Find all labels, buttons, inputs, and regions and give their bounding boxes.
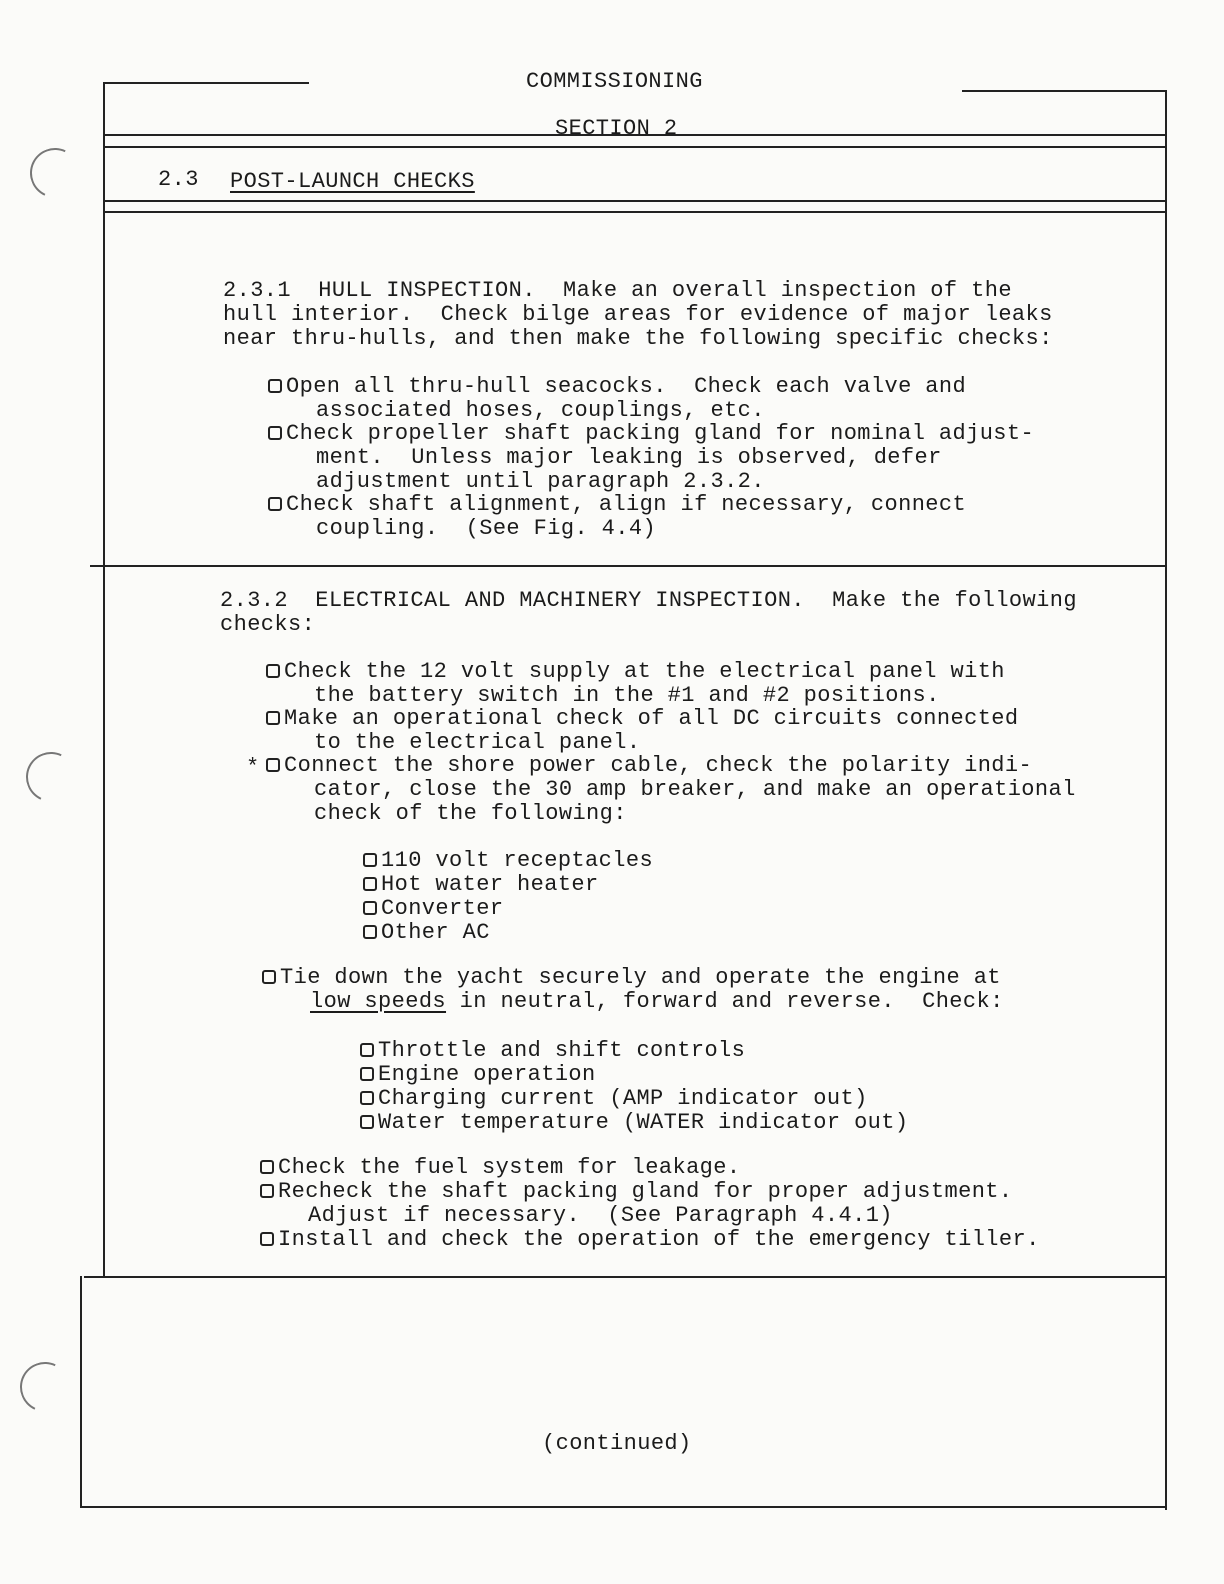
punch-hole-top xyxy=(23,141,87,205)
checkbox-icon[interactable] xyxy=(360,1115,374,1129)
item-text: Other AC xyxy=(381,920,490,945)
item-text: ment. Unless major leaking is observed, defer xyxy=(316,445,942,470)
final-check-item[interactable] xyxy=(260,1156,740,1180)
item-text: Check the 12 volt supply at the electrical panel with xyxy=(284,659,1005,684)
checkbox-icon[interactable] xyxy=(262,970,276,984)
final-check-item[interactable] xyxy=(260,1180,1013,1228)
checkbox-icon[interactable] xyxy=(360,1067,374,1081)
checkbox-icon[interactable] xyxy=(363,901,377,915)
checkbox-icon[interactable] xyxy=(260,1184,274,1198)
item-text: Engine operation xyxy=(378,1062,596,1087)
checkbox-icon[interactable] xyxy=(363,853,377,867)
asterisk-marker: * xyxy=(246,755,260,780)
item-text: Make an operational check of all DC circuits connected xyxy=(284,706,1019,731)
hull-check-item[interactable] xyxy=(268,422,1034,494)
engine-check[interactable] xyxy=(360,1039,908,1063)
item-text: Recheck the shaft packing gland for proper adjustment. xyxy=(278,1179,1013,1204)
subsection-title: POST-LAUNCH CHECKS xyxy=(230,169,475,194)
electrical-check-item[interactable] xyxy=(266,660,1005,708)
item-text: Adjust if necessary. (See Paragraph 4.4.1) xyxy=(308,1203,893,1228)
underlined-text: low speeds xyxy=(310,989,447,1014)
engine-check[interactable] xyxy=(360,1111,908,1135)
item-text: Check propeller shaft packing gland for nominal adjust- xyxy=(286,421,1035,446)
item-text: Install and check the operation of the emergency tiller. xyxy=(278,1227,1040,1252)
engine-checklist xyxy=(360,1039,908,1135)
punch-hole-bottom xyxy=(13,1355,77,1419)
electrical-check-item[interactable] xyxy=(266,707,1019,755)
ac-item[interactable] xyxy=(363,849,653,873)
checkbox-icon[interactable] xyxy=(260,1160,274,1174)
engine-check[interactable] xyxy=(360,1087,908,1111)
item-text: Water temperature (WATER indicator out) xyxy=(378,1110,909,1135)
engine-check[interactable] xyxy=(360,1063,908,1087)
item-text: coupling. (See Fig. 4.4) xyxy=(316,516,657,541)
item-text: check of the following: xyxy=(314,801,627,826)
hull-intro-line: 2.3.1 HULL INSPECTION. Make an overall inspection of the xyxy=(223,278,1012,303)
item-text: the battery switch in the #1 and #2 positions. xyxy=(314,683,940,708)
item-text: Connect the shore power cable, check the polarity indi- xyxy=(284,753,1033,778)
item-text: Tie down the yacht securely and operate the engine at xyxy=(280,965,1001,990)
checkbox-icon[interactable] xyxy=(260,1232,274,1246)
electrical-inspection-intro xyxy=(220,589,1077,637)
item-text: in neutral, forward and reverse. Check: xyxy=(446,989,1004,1014)
checkbox-icon[interactable] xyxy=(266,758,280,772)
checkbox-icon[interactable] xyxy=(266,711,280,725)
ac-item[interactable] xyxy=(363,921,653,945)
engine-check-item[interactable] xyxy=(262,966,1004,1014)
hull-check-item[interactable] xyxy=(268,375,966,423)
continued-label: (continued) xyxy=(542,1431,692,1456)
hull-inspection-intro xyxy=(223,279,1053,351)
checkbox-icon[interactable] xyxy=(363,877,377,891)
hull-intro-line: near thru-hulls, and then make the following specific checks: xyxy=(223,326,1053,351)
ac-item[interactable] xyxy=(363,873,653,897)
electrical-intro-line: 2.3.2 ELECTRICAL AND MACHINERY INSPECTION. Make the following xyxy=(220,588,1077,613)
punch-hole-middle xyxy=(19,745,83,809)
electrical-check-item[interactable] xyxy=(266,754,1076,826)
checkbox-icon[interactable] xyxy=(268,426,282,440)
final-check-item[interactable] xyxy=(260,1228,1040,1252)
item-text: Open all thru-hull seacocks. Check each valve and xyxy=(286,374,967,399)
item-text: Charging current (AMP indicator out) xyxy=(378,1086,868,1111)
hull-intro-line: hull interior. Check bilge areas for evidence of major leaks xyxy=(223,302,1053,327)
subsection-number: 2.3 xyxy=(158,167,199,192)
ac-item[interactable] xyxy=(363,897,653,921)
checkbox-icon[interactable] xyxy=(363,925,377,939)
checkbox-icon[interactable] xyxy=(266,664,280,678)
hull-check-item[interactable] xyxy=(268,493,966,541)
checkbox-icon[interactable] xyxy=(268,497,282,511)
item-text: Check the fuel system for leakage. xyxy=(278,1155,741,1180)
item-text: cator, close the 30 amp breaker, and make an operational xyxy=(314,777,1076,802)
item-text: Throttle and shift controls xyxy=(378,1038,746,1063)
item-text: adjustment until paragraph 2.3.2. xyxy=(316,469,765,494)
item-text: Check shaft alignment, align if necessary, connect xyxy=(286,492,967,517)
item-text: Converter xyxy=(381,896,504,921)
ac-checklist xyxy=(363,849,653,945)
section-label: SECTION 2 xyxy=(555,116,678,141)
item-text: to the electrical panel. xyxy=(314,730,641,755)
item-text: Hot water heater xyxy=(381,872,599,897)
item-text: associated hoses, couplings, etc. xyxy=(316,398,765,423)
item-text: 110 volt receptacles xyxy=(381,848,654,873)
document-title: COMMISSIONING xyxy=(526,69,703,94)
checkbox-icon[interactable] xyxy=(268,379,282,393)
checkbox-icon[interactable] xyxy=(360,1043,374,1057)
electrical-intro-line: checks: xyxy=(220,612,316,637)
checkbox-icon[interactable] xyxy=(360,1091,374,1105)
